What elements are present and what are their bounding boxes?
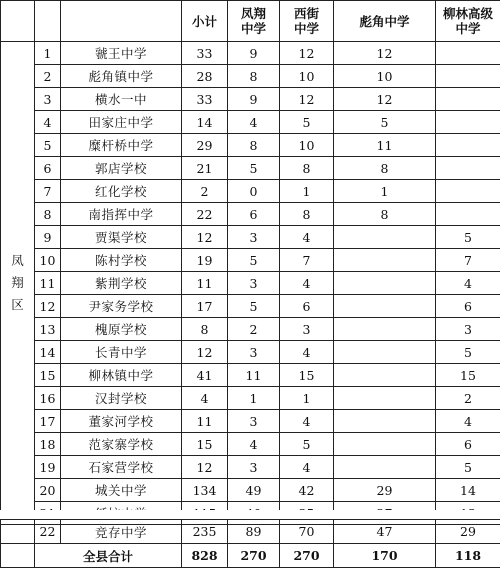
subtotal-cell: 8 <box>182 318 228 341</box>
subtotal-cell: 17 <box>182 295 228 318</box>
subtotal-cell: 2 <box>182 180 228 203</box>
row-number: 22 <box>35 520 61 544</box>
table-row <box>1 249 500 272</box>
total-fengxiang: 270 <box>228 544 280 568</box>
district-cell-blank <box>1 544 35 568</box>
xijie-cell: 42 <box>280 479 334 502</box>
school-name: 柳林镇中学 <box>61 364 182 387</box>
liulin-cell <box>436 42 500 65</box>
table-row <box>1 295 500 318</box>
row-number: 3 <box>35 88 61 111</box>
fengxiang-cell: 3 <box>228 456 280 479</box>
header-subtotal: 小计 <box>182 1 228 42</box>
xijie-cell: 10 <box>280 65 334 88</box>
school-name: 红化学校 <box>61 180 182 203</box>
row-number: 16 <box>35 387 61 410</box>
row-number: 15 <box>35 364 61 387</box>
header-col-liulin: 柳林高级 中学 <box>436 1 500 42</box>
row-number: 18 <box>35 433 61 456</box>
school-name: 紫荆学校 <box>61 272 182 295</box>
school-name: 郭店学校 <box>61 157 182 180</box>
xijie-cell: 15 <box>280 364 334 387</box>
liulin-cell: 14 <box>436 479 500 502</box>
header-col-xijie: 西街 中学 <box>280 1 334 42</box>
liulin-cell: 3 <box>436 318 500 341</box>
liulin-cell: 5 <box>436 341 500 364</box>
biaojiao-cell: 8 <box>334 203 436 226</box>
table-row <box>1 272 500 295</box>
table-row <box>1 433 500 456</box>
table-row <box>1 318 500 341</box>
school-name: 糜杆桥中学 <box>61 134 182 157</box>
header-col-fengxiang: 凤翔 中学 <box>228 1 280 42</box>
biaojiao-cell: 1 <box>334 180 436 203</box>
subtotal-cell: 33 <box>182 88 228 111</box>
biaojiao-cell <box>334 272 436 295</box>
table-row <box>1 456 500 479</box>
liulin-cell: 6 <box>436 433 500 456</box>
row-number: 10 <box>35 249 61 272</box>
fengxiang-cell: 5 <box>228 249 280 272</box>
subtotal-cell: 19 <box>182 249 228 272</box>
subtotal-cell: 41 <box>182 364 228 387</box>
total-table <box>0 519 500 568</box>
school-name: 陈村学校 <box>61 249 182 272</box>
row-number: 20 <box>35 479 61 502</box>
biaojiao-cell: 12 <box>334 88 436 111</box>
table-row <box>1 65 500 88</box>
biaojiao-cell <box>334 364 436 387</box>
xijie-cell: 5 <box>280 433 334 456</box>
table-gap <box>0 510 500 519</box>
subtotal-cell: 28 <box>182 65 228 88</box>
liulin-cell <box>436 111 500 134</box>
school-name: 石家营学校 <box>61 456 182 479</box>
liulin-cell <box>436 203 500 226</box>
school-name: 城关中学 <box>61 479 182 502</box>
liulin-cell: 4 <box>436 410 500 433</box>
district-cell-blank <box>1 520 35 544</box>
row-number: 7 <box>35 180 61 203</box>
biaojiao-cell: 11 <box>334 134 436 157</box>
subtotal-cell: 12 <box>182 456 228 479</box>
school-name: 横水一中 <box>61 88 182 111</box>
table-row <box>1 203 500 226</box>
school-name: 虢王中学 <box>61 42 182 65</box>
row-number: 13 <box>35 318 61 341</box>
liulin-cell: 7 <box>436 249 500 272</box>
school-name: 彪角镇中学 <box>61 65 182 88</box>
biaojiao-cell <box>334 318 436 341</box>
school-name: 竞存中学 <box>61 520 182 544</box>
xijie-cell: 4 <box>280 341 334 364</box>
fengxiang-cell: 5 <box>228 295 280 318</box>
subtotal-cell: 235 <box>182 520 228 544</box>
row-number: 2 <box>35 65 61 88</box>
biaojiao-cell: 10 <box>334 65 436 88</box>
school-name: 董家河学校 <box>61 410 182 433</box>
total-xijie: 270 <box>280 544 334 568</box>
subtotal-cell: 33 <box>182 42 228 65</box>
table-row <box>1 42 500 65</box>
fengxiang-cell: 3 <box>228 226 280 249</box>
fengxiang-cell: 6 <box>228 203 280 226</box>
xijie-cell: 10 <box>280 134 334 157</box>
school-name: 南指挥中学 <box>61 203 182 226</box>
fengxiang-cell: 9 <box>228 42 280 65</box>
xijie-cell: 8 <box>280 203 334 226</box>
total-label: 全县合计 <box>35 544 182 568</box>
xijie-cell: 6 <box>280 295 334 318</box>
row-number: 19 <box>35 456 61 479</box>
subtotal-cell: 21 <box>182 157 228 180</box>
row-number: 11 <box>35 272 61 295</box>
liulin-cell: 29 <box>436 520 500 544</box>
fengxiang-cell: 11 <box>228 364 280 387</box>
total-row <box>1 544 500 568</box>
table-row <box>1 479 500 502</box>
total-subtotal: 828 <box>182 544 228 568</box>
liulin-cell: 15 <box>436 364 500 387</box>
biaojiao-cell <box>334 433 436 456</box>
table-row <box>1 520 500 544</box>
xijie-cell: 1 <box>280 180 334 203</box>
fengxiang-cell: 9 <box>228 88 280 111</box>
biaojiao-cell <box>334 295 436 318</box>
biaojiao-cell <box>334 249 436 272</box>
fengxiang-cell: 4 <box>228 433 280 456</box>
row-number: 9 <box>35 226 61 249</box>
subtotal-cell: 11 <box>182 410 228 433</box>
subtotal-cell: 22 <box>182 203 228 226</box>
xijie-cell: 5 <box>280 111 334 134</box>
fengxiang-cell: 89 <box>228 520 280 544</box>
table-row <box>1 364 500 387</box>
biaojiao-cell <box>334 456 436 479</box>
liulin-cell <box>436 157 500 180</box>
subtotal-cell: 134 <box>182 479 228 502</box>
header-blank-no <box>35 1 61 42</box>
district-label: 凤 翔 区 <box>1 42 35 525</box>
liulin-cell <box>436 180 500 203</box>
xijie-cell: 12 <box>280 42 334 65</box>
liulin-cell: 5 <box>436 456 500 479</box>
xijie-cell: 4 <box>280 410 334 433</box>
school-name: 范家寨学校 <box>61 433 182 456</box>
fengxiang-cell: 49 <box>228 479 280 502</box>
xijie-cell: 70 <box>280 520 334 544</box>
total-liulin: 118 <box>436 544 500 568</box>
xijie-cell: 1 <box>280 387 334 410</box>
row-number: 5 <box>35 134 61 157</box>
row-number: 12 <box>35 295 61 318</box>
table-row <box>1 88 500 111</box>
school-name: 槐原学校 <box>61 318 182 341</box>
liulin-cell: 2 <box>436 387 500 410</box>
header-blank-name <box>61 1 182 42</box>
header-row <box>1 1 500 42</box>
xijie-cell: 12 <box>280 88 334 111</box>
fengxiang-cell: 3 <box>228 272 280 295</box>
table-row <box>1 111 500 134</box>
table-row <box>1 341 500 364</box>
total-biaojiao: 170 <box>334 544 436 568</box>
xijie-cell: 4 <box>280 272 334 295</box>
fengxiang-cell: 5 <box>228 157 280 180</box>
xijie-cell: 3 <box>280 318 334 341</box>
liulin-cell <box>436 88 500 111</box>
xijie-cell: 7 <box>280 249 334 272</box>
row-number: 4 <box>35 111 61 134</box>
row-number: 17 <box>35 410 61 433</box>
subtotal-cell: 12 <box>182 341 228 364</box>
table-row <box>1 387 500 410</box>
biaojiao-cell: 29 <box>334 479 436 502</box>
subtotal-cell: 4 <box>182 387 228 410</box>
fengxiang-cell: 8 <box>228 134 280 157</box>
xijie-cell: 4 <box>280 456 334 479</box>
fengxiang-cell: 3 <box>228 341 280 364</box>
row-number: 1 <box>35 42 61 65</box>
biaojiao-cell: 12 <box>334 42 436 65</box>
biaojiao-cell: 5 <box>334 111 436 134</box>
header-blank-district <box>1 1 35 42</box>
school-name: 田家庄中学 <box>61 111 182 134</box>
school-name: 尹家务学校 <box>61 295 182 318</box>
row-number: 6 <box>35 157 61 180</box>
school-name: 贾渠学校 <box>61 226 182 249</box>
liulin-cell: 5 <box>436 226 500 249</box>
school-name: 汉封学校 <box>61 387 182 410</box>
fengxiang-cell: 1 <box>228 387 280 410</box>
table-row <box>1 410 500 433</box>
fengxiang-cell: 8 <box>228 65 280 88</box>
liulin-cell <box>436 134 500 157</box>
liulin-cell <box>436 65 500 88</box>
subtotal-cell: 11 <box>182 272 228 295</box>
fengxiang-cell: 2 <box>228 318 280 341</box>
subtotal-cell: 15 <box>182 433 228 456</box>
fengxiang-cell: 3 <box>228 410 280 433</box>
school-name: 长青中学 <box>61 341 182 364</box>
xijie-cell: 4 <box>280 226 334 249</box>
biaojiao-cell <box>334 410 436 433</box>
fengxiang-cell: 4 <box>228 111 280 134</box>
row-number: 14 <box>35 341 61 364</box>
liulin-cell: 4 <box>436 272 500 295</box>
biaojiao-cell <box>334 387 436 410</box>
biaojiao-cell: 8 <box>334 157 436 180</box>
row-number: 8 <box>35 203 61 226</box>
biaojiao-cell <box>334 341 436 364</box>
table-row <box>1 157 500 180</box>
biaojiao-cell: 47 <box>334 520 436 544</box>
table-body <box>1 42 500 525</box>
header-col-biaojiao: 彪角中学 <box>334 1 436 42</box>
table-row <box>1 134 500 157</box>
subtotal-cell: 29 <box>182 134 228 157</box>
fengxiang-cell: 0 <box>228 180 280 203</box>
xijie-cell: 8 <box>280 157 334 180</box>
subtotal-cell: 14 <box>182 111 228 134</box>
subtotal-cell: 12 <box>182 226 228 249</box>
table-row <box>1 180 500 203</box>
biaojiao-cell <box>334 226 436 249</box>
table-row <box>1 226 500 249</box>
liulin-cell: 6 <box>436 295 500 318</box>
